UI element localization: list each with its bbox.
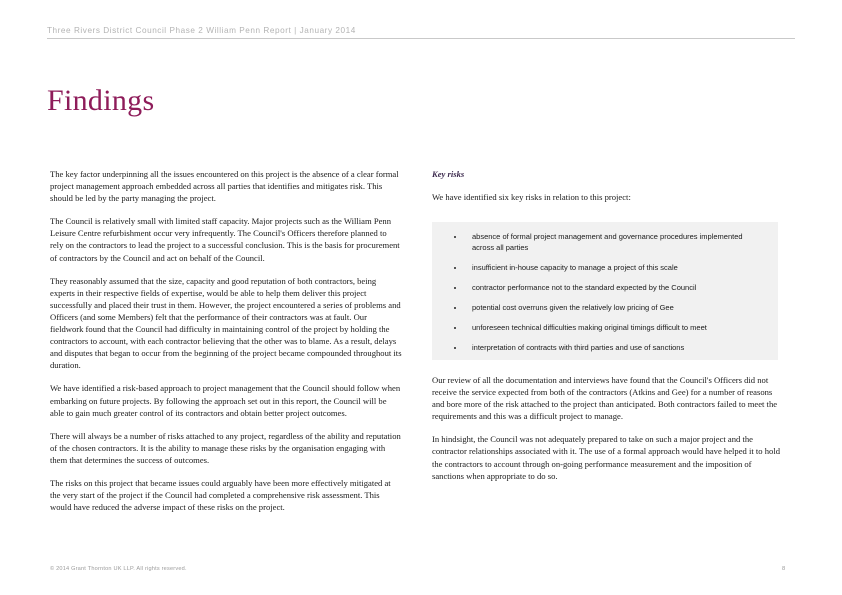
list-item-label: interpretation of contracts with third parties and use of sanctions <box>472 343 685 353</box>
paragraph: There will always be a number of risks attached to any project, regardless of the ability and reputation of the chosen contractors. It is the ability to manage these risks by the organisation engaging with them that determines the success of outcomes. <box>50 430 401 465</box>
paragraph: Our review of all the documentation and interviews have found that the Council's Officers did not receive the service expected from both of the contractors (Atkins and Gee) for a number of reasons and bore more of the risk attached to the project than anticipated. Both contractors failed to meet the requirements and this was a difficult project to manage. <box>432 375 778 422</box>
page-title: Findings <box>47 84 155 117</box>
paragraph: They reasonably assumed that the size, capacity and good reputation of both contractors, being experts in their respective fields of expertise, would be able to help them deliver this project successfully and placed their trust in them. However, the project encountered a series of problems and Officers (and some Members) felt that the performance of their contractors was at fault. Our fieldwork found that the Council had difficulty in maintaining control of the project by holding the contractors to account, with each contractor believing that the other was to blame. As a result, delays and disputes that began to occur from the beginning of the project became compounded throughout its duration. <box>50 275 402 371</box>
list-item <box>446 343 764 354</box>
header-divider <box>47 38 795 39</box>
list-item-label: absence of formal project management and governance procedures implemented across all parties <box>472 232 743 252</box>
footer-copyright: © 2014 Grant Thornton UK LLP. All rights reserved. <box>50 566 187 572</box>
paragraph: The key factor underpinning all the issues encountered on this project is the absence of a clear formal project management approach embedded across all parties that identifies and mitigates risk. This should be led by the party managing the project. <box>50 169 399 204</box>
list-item <box>446 303 764 314</box>
bullet-icon <box>454 287 456 289</box>
key-risks-heading: Key risks <box>432 169 465 179</box>
bullet-icon <box>454 236 456 238</box>
paragraph: The Council is relatively small with limited staff capacity. Major projects such as the William Penn Leisure Centre refurbishment occur very infrequently. The Council's Officers therefore planned to rely on the contractors to lead the project to a successful conclusion. This is the basis for procurement of contractors by the Council and act on behalf of the Council. <box>50 216 400 263</box>
right-text-column-lower <box>432 374 784 493</box>
list-item <box>446 263 764 274</box>
list-item <box>446 323 764 334</box>
key-risks-panel <box>432 222 778 360</box>
header-breadcrumb: Three Rivers District Council Phase 2 William Penn Report | January 2014 <box>47 26 356 35</box>
list-item-label: unforeseen technical difficulties making original timings difficult to meet <box>472 322 707 332</box>
paragraph: In hindsight, the Council was not adequately prepared to take on such a major project and the contractor relationships associated with it. The use of a formal approach would have helped it to hold the contractors to account through on-going performance measurement and the imposition of sanctions when appropriate to do so. <box>432 434 781 481</box>
list-item-label: insufficient in-house capacity to manage a project of this scale <box>472 262 678 272</box>
bullet-icon <box>454 327 456 329</box>
right-text-column <box>432 168 784 214</box>
page-header <box>47 26 795 39</box>
list-item <box>446 283 764 294</box>
key-risks-list <box>446 232 764 354</box>
bullet-icon <box>454 347 456 349</box>
list-item-label: potential cost overruns given the relatively low pricing of Gee <box>472 302 674 312</box>
list-item-label: contractor performance not to the standard expected by the Council <box>472 282 697 292</box>
bullet-icon <box>454 267 456 269</box>
bullet-icon <box>454 307 456 309</box>
paragraph: We have identified six key risks in relation to this project: <box>432 192 631 203</box>
paragraph: The risks on this project that became issues could arguably have been more effectively mitigated at the very start of the project if the Council had completed a comprehensive risk assessment. This would have reduced the adverse impact of these risks on the project. <box>50 477 391 513</box>
paragraph: We have identified a risk-based approach to project management that the Council should follow when embarking on future projects. By following the approach set out in this report, the Council will be able to gain much greater control of its contractors and obtain better project outcomes. <box>50 383 401 418</box>
list-item <box>446 232 764 253</box>
page-number: 8 <box>782 566 786 572</box>
left-text-column <box>50 168 402 524</box>
